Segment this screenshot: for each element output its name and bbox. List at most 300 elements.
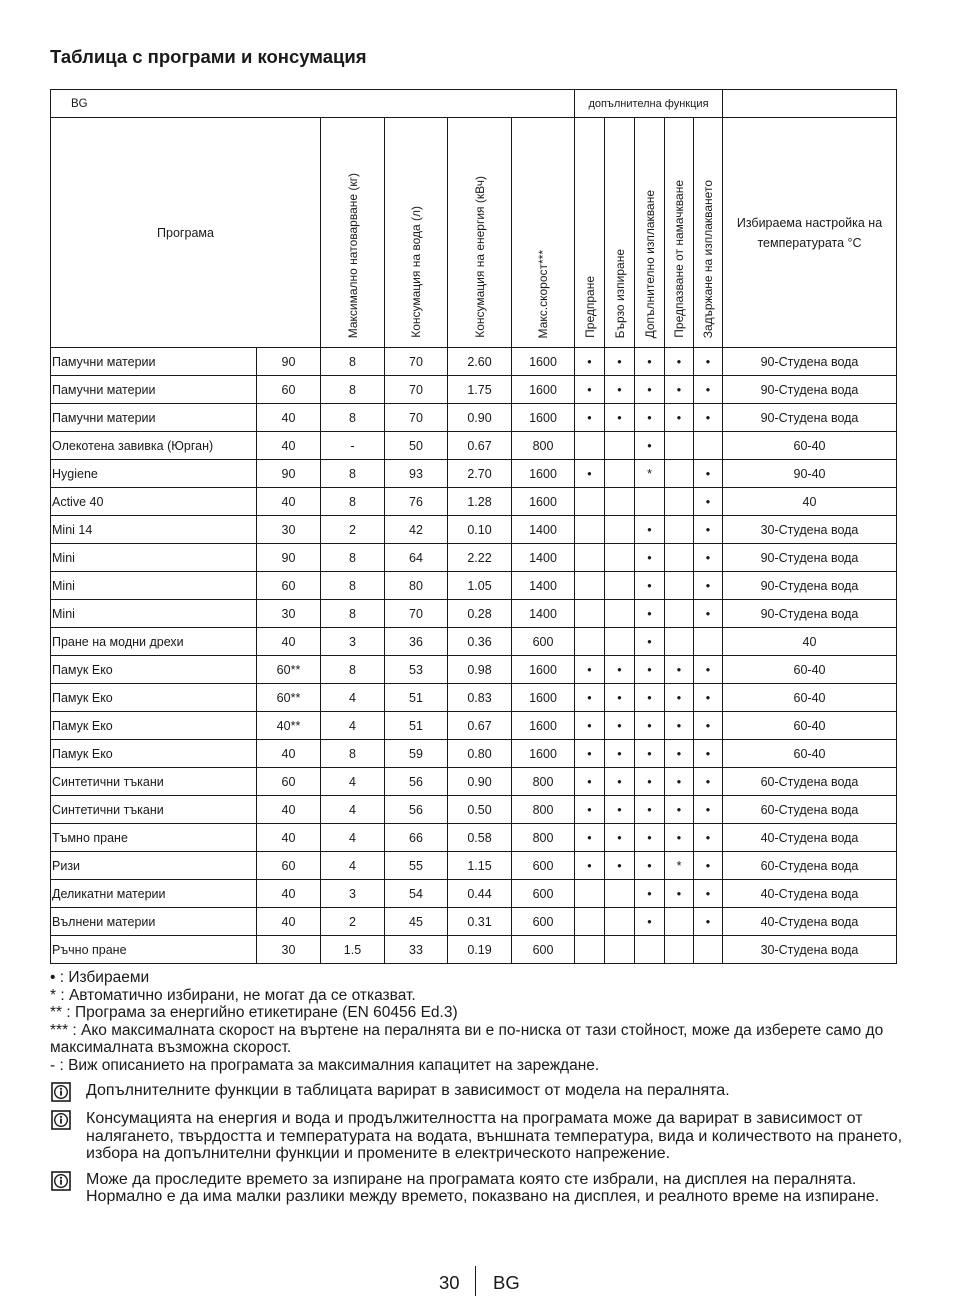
table-row [51, 432, 897, 460]
max-load-cell: 3 [321, 880, 385, 908]
program-name-cell: Синтетични тъкани [51, 796, 257, 824]
prewash-cell [575, 908, 605, 936]
water-consumption-header: Консумация на вода (л) [385, 118, 448, 348]
max-speed-cell: 1600 [512, 376, 575, 404]
extra-rinse-cell: • [635, 740, 665, 768]
table-row [51, 852, 897, 880]
temperature-range-cell: 60-40 [723, 656, 897, 684]
max-speed-cell: 800 [512, 768, 575, 796]
prewash-cell [575, 432, 605, 460]
program-name-cell: Mini [51, 572, 257, 600]
anti-crease-cell: • [665, 656, 694, 684]
prewash-cell: • [575, 712, 605, 740]
max-load-cell: 8 [321, 488, 385, 516]
rinse-hold-header: Задържане на изплакването [694, 118, 723, 348]
rinse-hold-cell: • [694, 376, 723, 404]
temperature-range-cell: 90-Студена вода [723, 572, 897, 600]
page-number: 30 [439, 1272, 460, 1293]
max-load-cell: 8 [321, 348, 385, 376]
quick-wash-cell [605, 516, 635, 544]
legend-max-speed: *** : Ако максималната скорост на въртене на пералнята ви е по-ниска от тази стойност, може да изберете само до максималната възможна скорост. [50, 1021, 884, 1056]
temperature-range-cell: 60-40 [723, 432, 897, 460]
table-row [51, 404, 897, 432]
rinse-hold-cell: • [694, 824, 723, 852]
rinse-hold-cell: • [694, 796, 723, 824]
extra-rinse-cell: • [635, 768, 665, 796]
water-consumption-cell: 70 [385, 348, 448, 376]
program-temperature-cell: 40 [257, 824, 321, 852]
water-consumption-cell: 56 [385, 768, 448, 796]
program-header: Програма [51, 118, 321, 348]
max-load-cell: 8 [321, 600, 385, 628]
rinse-hold-cell: • [694, 404, 723, 432]
footer-divider [475, 1266, 476, 1296]
program-name-cell: Вълнени материи [51, 908, 257, 936]
energy-consumption-cell: 0.28 [448, 600, 512, 628]
program-temperature-cell: 40 [257, 432, 321, 460]
temperature-range-cell: 30-Студена вода [723, 936, 897, 964]
prewash-header: Предпране [575, 118, 605, 348]
max-speed-cell: 1600 [512, 404, 575, 432]
table-row [51, 544, 897, 572]
temperature-range-cell: 90-Студена вода [723, 404, 897, 432]
extra-rinse-cell: • [635, 852, 665, 880]
rinse-hold-cell [694, 936, 723, 964]
table-row [51, 348, 897, 376]
quick-wash-cell: • [605, 404, 635, 432]
rinse-hold-cell: • [694, 908, 723, 936]
prewash-cell: • [575, 684, 605, 712]
program-consumption-table [50, 89, 897, 964]
extra-rinse-cell: • [635, 796, 665, 824]
program-name-cell: Памук Еко [51, 684, 257, 712]
energy-consumption-cell: 0.83 [448, 684, 512, 712]
max-speed-cell: 600 [512, 908, 575, 936]
program-temperature-cell: 40 [257, 740, 321, 768]
rinse-hold-cell: • [694, 488, 723, 516]
temperature-range-cell: 60-Студена вода [723, 796, 897, 824]
energy-consumption-cell: 1.05 [448, 572, 512, 600]
temperature-range-cell: 90-40 [723, 460, 897, 488]
anti-crease-cell [665, 544, 694, 572]
max-speed-cell: 1600 [512, 656, 575, 684]
max-speed-cell: 600 [512, 936, 575, 964]
prewash-cell [575, 516, 605, 544]
water-consumption-cell: 53 [385, 656, 448, 684]
rinse-hold-cell [694, 432, 723, 460]
quick-wash-cell: • [605, 712, 635, 740]
quick-wash-cell [605, 880, 635, 908]
info-icon [50, 1082, 72, 1102]
rinse-hold-cell: • [694, 740, 723, 768]
program-name-cell: Mini [51, 600, 257, 628]
program-temperature-cell: 40 [257, 908, 321, 936]
prewash-cell [575, 936, 605, 964]
max-load-cell: 8 [321, 572, 385, 600]
program-name-cell: Mini [51, 544, 257, 572]
extra-rinse-cell: • [635, 572, 665, 600]
max-speed-cell: 800 [512, 432, 575, 460]
legend-automatic: * : Автоматично избирани, не могат да се отказват. [50, 986, 416, 1004]
extra-rinse-cell: • [635, 656, 665, 684]
program-name-cell: Олекотена завивка (Юрган) [51, 432, 257, 460]
max-speed-cell: 1400 [512, 516, 575, 544]
energy-consumption-cell: 0.90 [448, 404, 512, 432]
program-name-cell: Деликатни материи [51, 880, 257, 908]
max-load-header: Максимално натоварване (кг) [321, 118, 385, 348]
notes [50, 1082, 910, 1214]
energy-consumption-cell: 0.58 [448, 824, 512, 852]
info-icon [50, 1171, 72, 1191]
quick-wash-cell [605, 936, 635, 964]
table-row [51, 796, 897, 824]
prewash-cell: • [575, 824, 605, 852]
extra-rinse-cell: • [635, 628, 665, 656]
quick-wash-cell [605, 908, 635, 936]
program-temperature-cell: 30 [257, 516, 321, 544]
program-name-cell: Mini 14 [51, 516, 257, 544]
prewash-cell: • [575, 376, 605, 404]
max-speed-cell: 1600 [512, 712, 575, 740]
water-consumption-cell: 70 [385, 404, 448, 432]
legend [50, 969, 920, 1074]
program-temperature-cell: 40 [257, 880, 321, 908]
temperature-range-cell: 60-Студена вода [723, 768, 897, 796]
max-speed-cell: 800 [512, 796, 575, 824]
energy-consumption-cell: 0.98 [448, 656, 512, 684]
anti-crease-header: Предпазване от намачкване [665, 118, 694, 348]
legend-energy-label: ** : Програма за енергийно етикетиране (EN 60456 Ed.3) [50, 1004, 458, 1021]
extra-rinse-cell: * [635, 460, 665, 488]
extra-rinse-cell: • [635, 600, 665, 628]
note-item [50, 1082, 910, 1102]
prewash-cell [575, 488, 605, 516]
quick-wash-cell: • [605, 852, 635, 880]
prewash-cell [575, 544, 605, 572]
prewash-cell: • [575, 348, 605, 376]
energy-consumption-cell: 0.67 [448, 712, 512, 740]
prewash-cell [575, 880, 605, 908]
water-consumption-cell: 33 [385, 936, 448, 964]
anti-crease-cell: • [665, 376, 694, 404]
table-row [51, 516, 897, 544]
max-load-cell: 3 [321, 628, 385, 656]
energy-consumption-cell: 0.44 [448, 880, 512, 908]
quick-wash-cell: • [605, 656, 635, 684]
energy-consumption-cell: 1.28 [448, 488, 512, 516]
temperature-range-cell: 60-40 [723, 712, 897, 740]
note-text: Може да проследите времето за изпиране на програмата която сте избрали, на дисплея на пералнята. Нормално е да има малки разлики между времето, показвано на дисплея, и реалното време на изпиране. [86, 1170, 880, 1205]
water-consumption-cell: 51 [385, 684, 448, 712]
energy-consumption-cell: 1.15 [448, 852, 512, 880]
note-text: Консумацията на енергия и вода и продължителността на програмата може да варират в зависимост от налягането, твърдостта и температурата на водата, външната температура, вида и количеството на прането, избора на допълнителни функции и промените в електрическото напрежение. [86, 1110, 903, 1162]
program-temperature-cell: 60** [257, 684, 321, 712]
max-speed-cell: 800 [512, 824, 575, 852]
rinse-hold-cell: • [694, 348, 723, 376]
anti-crease-cell: • [665, 404, 694, 432]
note-text: Допълнителните функции в таблицата варират в зависимост от модела на пералнята. [86, 1082, 730, 1099]
anti-crease-cell [665, 432, 694, 460]
quick-wash-cell: • [605, 796, 635, 824]
rinse-hold-cell: • [694, 460, 723, 488]
page-title: Таблица с програми и консумация [50, 46, 367, 67]
table-row [51, 712, 897, 740]
prewash-cell [575, 572, 605, 600]
temperature-range-cell: 40 [723, 488, 897, 516]
program-name-cell: Ризи [51, 852, 257, 880]
energy-consumption-cell: 0.31 [448, 908, 512, 936]
max-load-cell: 1.5 [321, 936, 385, 964]
temperature-range-cell: 90-Студена вода [723, 544, 897, 572]
max-load-cell: 4 [321, 796, 385, 824]
energy-consumption-cell: 0.19 [448, 936, 512, 964]
max-load-cell: 8 [321, 376, 385, 404]
extra-rinse-cell: • [635, 348, 665, 376]
program-name-cell: Active 40 [51, 488, 257, 516]
anti-crease-cell: • [665, 712, 694, 740]
energy-consumption-cell: 0.90 [448, 768, 512, 796]
water-consumption-cell: 70 [385, 376, 448, 404]
program-temperature-cell: 60 [257, 572, 321, 600]
page-footer [0, 1272, 954, 1298]
anti-crease-cell [665, 572, 694, 600]
anti-crease-cell [665, 908, 694, 936]
program-temperature-cell: 60** [257, 656, 321, 684]
temperature-range-cell: 40-Студена вода [723, 880, 897, 908]
anti-crease-cell [665, 460, 694, 488]
max-load-cell: 4 [321, 712, 385, 740]
temperature-range-cell: 90-Студена вода [723, 348, 897, 376]
max-speed-cell: 1400 [512, 544, 575, 572]
prewash-cell: • [575, 404, 605, 432]
max-speed-header: Макс.скорост*** [512, 118, 575, 348]
anti-crease-cell: * [665, 852, 694, 880]
anti-crease-cell [665, 936, 694, 964]
anti-crease-cell: • [665, 796, 694, 824]
extra-rinse-cell: • [635, 824, 665, 852]
table-row [51, 376, 897, 404]
quick-wash-cell [605, 628, 635, 656]
max-load-cell: 8 [321, 656, 385, 684]
program-name-cell: Памучни материи [51, 348, 257, 376]
max-speed-cell: 1600 [512, 348, 575, 376]
program-name-cell: Синтетични тъкани [51, 768, 257, 796]
quick-wash-cell [605, 572, 635, 600]
water-consumption-cell: 54 [385, 880, 448, 908]
anti-crease-cell: • [665, 348, 694, 376]
rinse-hold-cell: • [694, 880, 723, 908]
rinse-hold-cell: • [694, 600, 723, 628]
program-temperature-cell: 40 [257, 488, 321, 516]
prewash-cell: • [575, 740, 605, 768]
water-consumption-cell: 93 [385, 460, 448, 488]
program-name-cell: Ръчно пране [51, 936, 257, 964]
table-row [51, 488, 897, 516]
anti-crease-cell [665, 628, 694, 656]
program-temperature-cell: 40 [257, 628, 321, 656]
rinse-hold-cell: • [694, 516, 723, 544]
program-name-cell: Памук Еко [51, 656, 257, 684]
program-temperature-cell: 60 [257, 768, 321, 796]
quick-wash-cell: • [605, 684, 635, 712]
extra-rinse-cell: • [635, 516, 665, 544]
max-load-cell: 4 [321, 684, 385, 712]
rinse-hold-cell: • [694, 684, 723, 712]
max-load-cell: 2 [321, 516, 385, 544]
info-icon [50, 1110, 72, 1130]
program-name-cell: Hygiene [51, 460, 257, 488]
max-speed-cell: 1600 [512, 684, 575, 712]
rinse-hold-cell: • [694, 656, 723, 684]
max-speed-cell: 1600 [512, 740, 575, 768]
program-temperature-cell: 60 [257, 852, 321, 880]
table-row [51, 628, 897, 656]
anti-crease-cell: • [665, 684, 694, 712]
prewash-cell: • [575, 852, 605, 880]
anti-crease-cell [665, 600, 694, 628]
water-consumption-cell: 45 [385, 908, 448, 936]
table-row [51, 908, 897, 936]
program-name-cell: Памучни материи [51, 404, 257, 432]
temperature-range-cell: 30-Студена вода [723, 516, 897, 544]
legend-max-capacity: - : Виж описанието на програмата за максималния капацитет на зареждане. [50, 1056, 600, 1074]
prewash-cell: • [575, 796, 605, 824]
extra-rinse-cell [635, 936, 665, 964]
max-load-cell: 8 [321, 460, 385, 488]
max-load-cell: 8 [321, 404, 385, 432]
prewash-cell: • [575, 768, 605, 796]
extra-rinse-cell: • [635, 908, 665, 936]
table-row [51, 936, 897, 964]
temperature-range-cell: 60-Студена вода [723, 852, 897, 880]
program-temperature-cell: 40 [257, 404, 321, 432]
max-speed-cell: 600 [512, 852, 575, 880]
anti-crease-cell: • [665, 824, 694, 852]
max-load-cell: 4 [321, 852, 385, 880]
extra-rinse-cell: • [635, 712, 665, 740]
table-row [51, 880, 897, 908]
footer-language: BG [493, 1272, 520, 1293]
anti-crease-cell [665, 488, 694, 516]
program-name-cell: Памук Еко [51, 740, 257, 768]
temperature-range-cell: 90-Студена вода [723, 376, 897, 404]
extra-rinse-cell: • [635, 376, 665, 404]
temperature-range-cell: 60-40 [723, 684, 897, 712]
prewash-cell: • [575, 460, 605, 488]
rinse-hold-cell: • [694, 544, 723, 572]
temperature-range-cell: 40-Студена вода [723, 908, 897, 936]
quick-wash-cell: • [605, 376, 635, 404]
water-consumption-cell: 59 [385, 740, 448, 768]
table-row [51, 824, 897, 852]
energy-consumption-cell: 2.22 [448, 544, 512, 572]
water-consumption-cell: 66 [385, 824, 448, 852]
water-consumption-cell: 70 [385, 600, 448, 628]
anti-crease-cell: • [665, 880, 694, 908]
quick-wash-cell [605, 600, 635, 628]
max-load-cell: 8 [321, 740, 385, 768]
program-temperature-cell: 90 [257, 460, 321, 488]
max-speed-cell: 600 [512, 880, 575, 908]
anti-crease-cell: • [665, 740, 694, 768]
table-row [51, 768, 897, 796]
anti-crease-cell [665, 516, 694, 544]
max-speed-cell: 1400 [512, 600, 575, 628]
extra-rinse-cell: • [635, 544, 665, 572]
program-temperature-cell: 40 [257, 796, 321, 824]
max-load-cell: 2 [321, 908, 385, 936]
temperature-range-cell: 90-Студена вода [723, 600, 897, 628]
prewash-cell: • [575, 656, 605, 684]
temperature-range-cell: 40 [723, 628, 897, 656]
max-load-cell: 8 [321, 544, 385, 572]
program-temperature-cell: 30 [257, 936, 321, 964]
energy-consumption-cell: 0.36 [448, 628, 512, 656]
temperature-header: Избираема настройка на температурата °C [723, 118, 897, 348]
extra-rinse-header: Допълнително изплакване [635, 118, 665, 348]
blank-header-cell [723, 90, 897, 118]
temperature-range-cell: 40-Студена вода [723, 824, 897, 852]
max-speed-cell: 1600 [512, 488, 575, 516]
water-consumption-cell: 80 [385, 572, 448, 600]
rinse-hold-cell: • [694, 852, 723, 880]
quick-wash-cell [605, 544, 635, 572]
max-load-cell: 4 [321, 824, 385, 852]
energy-consumption-cell: 0.50 [448, 796, 512, 824]
water-consumption-cell: 64 [385, 544, 448, 572]
extra-rinse-cell: • [635, 880, 665, 908]
extra-rinse-cell [635, 488, 665, 516]
quick-wash-cell [605, 488, 635, 516]
program-temperature-cell: 40** [257, 712, 321, 740]
program-name-cell: Памучни материи [51, 376, 257, 404]
table-row [51, 572, 897, 600]
max-speed-cell: 1400 [512, 572, 575, 600]
energy-consumption-cell: 0.80 [448, 740, 512, 768]
max-speed-cell: 600 [512, 628, 575, 656]
program-temperature-cell: 90 [257, 348, 321, 376]
extra-rinse-cell: • [635, 404, 665, 432]
quick-wash-cell: • [605, 740, 635, 768]
rinse-hold-cell: • [694, 712, 723, 740]
energy-consumption-cell: 1.75 [448, 376, 512, 404]
note-item [50, 1110, 910, 1163]
quick-wash-cell [605, 460, 635, 488]
prewash-cell [575, 628, 605, 656]
rinse-hold-cell: • [694, 572, 723, 600]
program-name-cell: Пране на модни дрехи [51, 628, 257, 656]
program-temperature-cell: 90 [257, 544, 321, 572]
energy-consumption-cell: 2.70 [448, 460, 512, 488]
program-temperature-cell: 60 [257, 376, 321, 404]
water-consumption-cell: 36 [385, 628, 448, 656]
anti-crease-cell: • [665, 768, 694, 796]
extra-rinse-cell: • [635, 432, 665, 460]
extra-function-header: допълнителна функция [575, 90, 723, 118]
energy-consumption-header: Консумация на енергия (кВч) [448, 118, 512, 348]
rinse-hold-cell: • [694, 768, 723, 796]
language-label: BG [51, 90, 575, 118]
water-consumption-cell: 55 [385, 852, 448, 880]
program-temperature-cell: 30 [257, 600, 321, 628]
water-consumption-cell: 42 [385, 516, 448, 544]
energy-consumption-cell: 0.67 [448, 432, 512, 460]
quick-wash-cell: • [605, 768, 635, 796]
quick-wash-header: Бързо изпиране [605, 118, 635, 348]
quick-wash-cell: • [605, 348, 635, 376]
table-row [51, 460, 897, 488]
max-speed-cell: 1600 [512, 460, 575, 488]
